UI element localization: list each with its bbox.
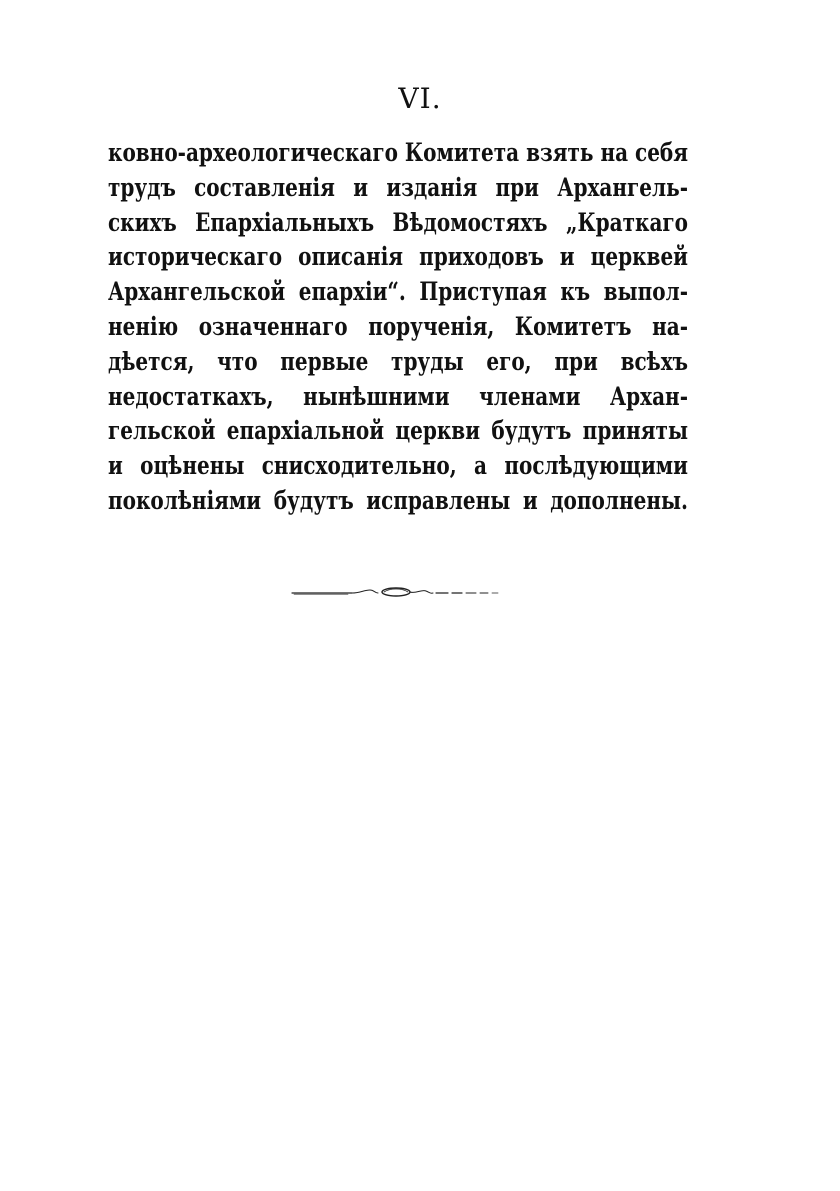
text-line: ковно-археологическаго Комитета взять на себя [108,138,689,167]
text-line: поколѣніями будутъ исправлены и дополнены. [108,485,688,515]
body-paragraph [108,136,688,519]
text-line: гельской епархіальной церкви будутъ приняты [108,416,688,446]
text-line: недостаткахъ, нынѣшними членами Архан- [108,381,688,411]
text-line: и оцѣнены снисходительно, а послѣдующими [108,451,688,481]
text-line: трудъ составленія и изданія при Архангель- [108,172,688,202]
text-line: ненію означеннаго порученія, Комитетъ на- [108,311,688,341]
text-line: дѣется, что первые труды его, при всѣхъ [108,346,688,376]
text-line: скихъ Епархіальныхъ Вѣдомостяхъ „Краткаго [108,207,688,237]
text-line: историческаго описанія приходовъ и церквей [108,242,688,272]
text-line: Архангельской епархіи“. Приступая къ выпол- [108,277,688,307]
printer-flourish-icon [290,582,502,602]
page-number: VI. [398,82,442,115]
